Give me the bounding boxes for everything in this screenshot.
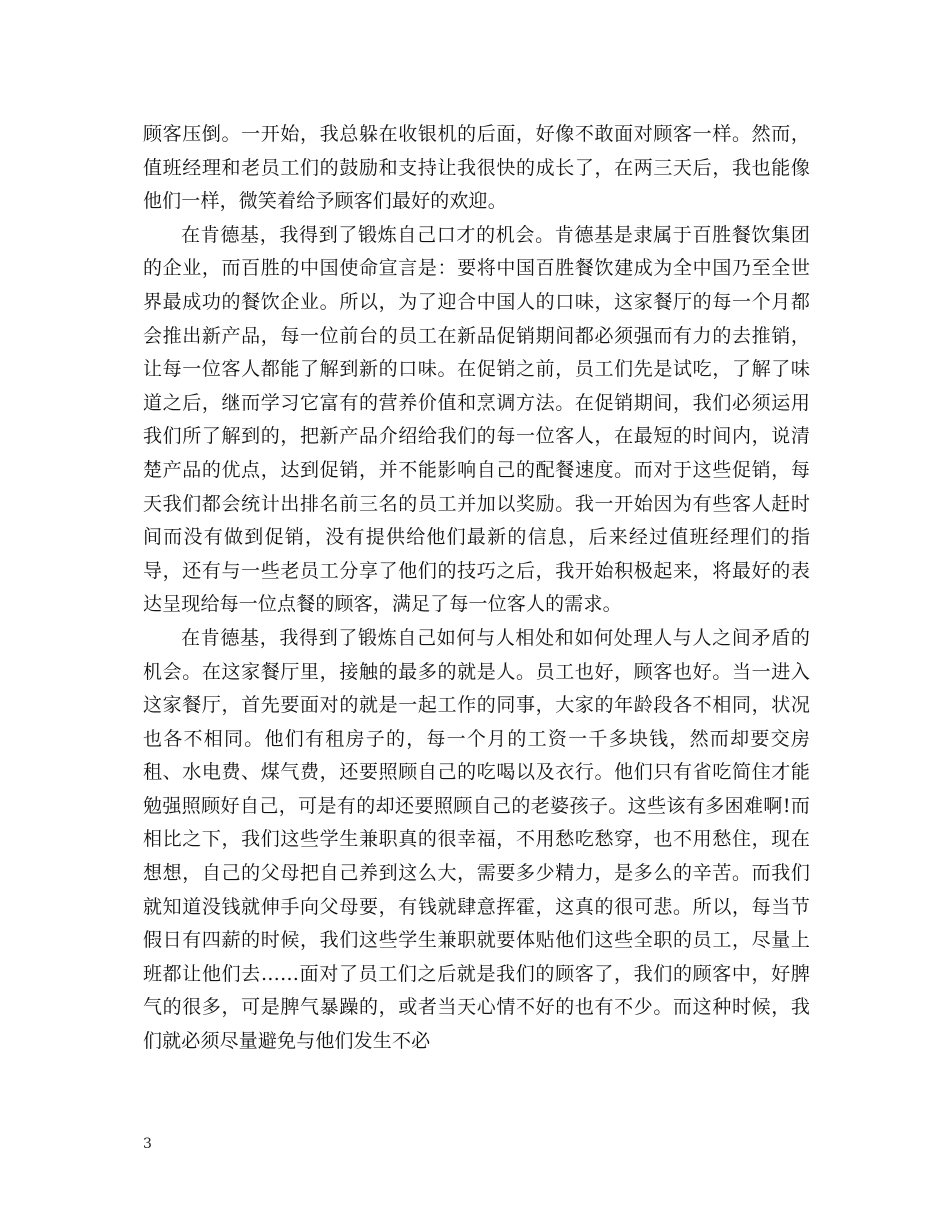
paragraph-3: 在肯德基，我得到了锻炼自己如何与人相处和如何处理人与人之间矛盾的机会。在这家餐厅里，接触的最多的就是人。员工也好，顾客也好。当一进入这家餐厅，首先要面对的就是一起工作的同事，大家的年龄段各不相同，状况也各不相同。他们有租房子的，每一个月的工资一千多块钱，然而却要交房租、水电费、煤气费，还要照顾自己的吃喝以及衣行。他们只有省吃简住才能勉强照顾好自己，可是有的却还要照顾自己的老婆孩子。这些该有多困难啊!而相比之下，我们这些学生兼职真的很幸福，不用愁吃愁穿，也不用愁住，现在想想，自己的父母把自己养到这么大，需要多少精力，是多么的辛苦。而我们就知道没钱就伸手向父母要，有钱就肆意挥霍，这真的很可悲。所以，每当节假日有四薪的时候，我们这些学生兼职就要体贴他们这些全职的员工，尽量上班都让他们去……面对了员工们之后就是我们的顾客了，我们的顾客中，好脾气的很多，可是脾气暴躁的，或者当天心情不好的也有不少。而这种时候，我们就必须尽量避免与他们发生不必 <box>143 626 810 1053</box>
paragraph-2: 在肯德基，我得到了锻炼自己口才的机会。肯德基是隶属于百胜餐饮集团的企业，而百胜的中国使命宣言是：要将中国百胜餐饮建成为全中国乃至全世界最成功的餐饮企业。所以，为了迎合中国人的口味，这家餐厅的每一个月都会推出新产品，每一位前台的员工在新品促销期间都必须强而有力的去推销，让每一位客人都能了解到新的口味。在促销之前，员工们先是试吃，了解了味道之后，继而学习它富有的营养价值和烹调方法。在促销期间，我们必须运用我们所了解到的，把新产品介绍给我们的每一位客人，在最短的时间内，说清楚产品的优点，达到促销，并不能影响自己的配餐速度。而对于这些促销，每天我们都会统计出排名前三名的员工并加以奖励。我一开始因为有些客人赶时间而没有做到促销，没有提供给他们最新的信息，后来经过值班经理们的指导，还有与一些老员工分享了他们的技巧之后，我开始积极起来，将最好的表达呈现给每一位点餐的顾客，满足了每一位客人的需求。 <box>143 223 810 616</box>
body-text <box>143 118 810 1059</box>
paragraph-1: 顾客压倒。一开始，我总躲在收银机的后面，好像不敢面对顾客一样。然而，值班经理和老员工们的鼓励和支持让我很快的成长了，在两三天后，我也能像他们一样，微笑着给予顾客们最好的欢迎。 <box>143 123 810 213</box>
page-number: 3 <box>143 1136 152 1152</box>
